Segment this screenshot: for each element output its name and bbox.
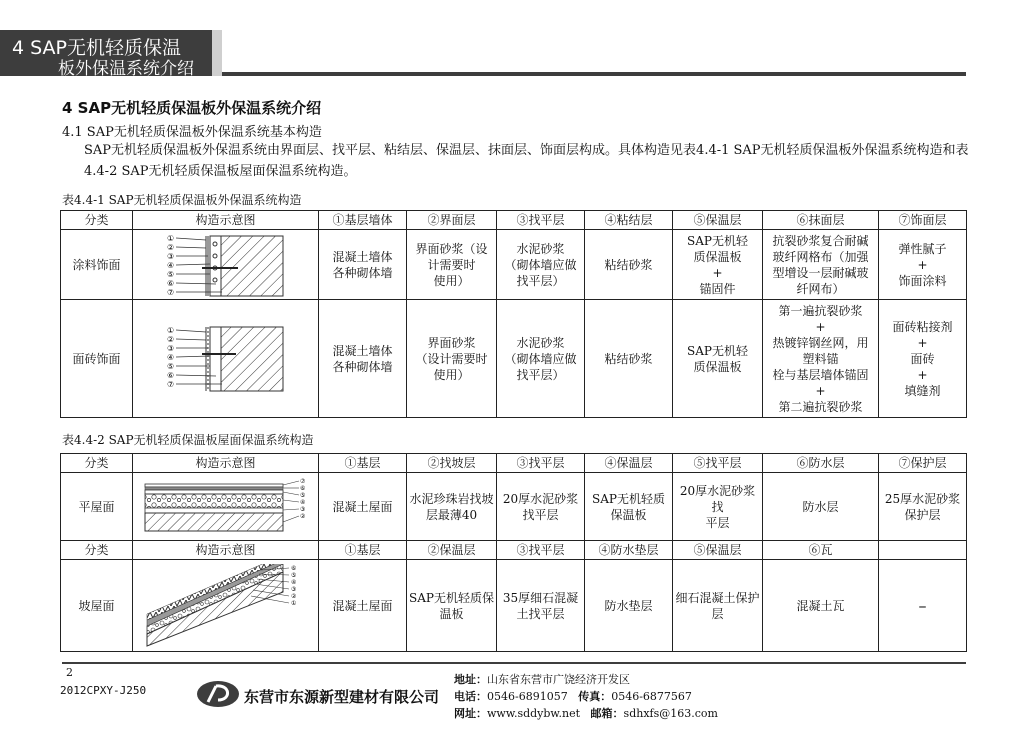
- table2-caption: 表4.4-2 SAP无机轻质保温板屋面保温系统构造: [62, 433, 314, 447]
- plaster-layer-cell: 抗裂砂浆复合耐碱 玻纤网格布（加强 型增设一层耐碱玻 纤网布）: [763, 230, 879, 300]
- fax-value: 0546-6877567: [611, 690, 692, 703]
- phone-label: 电话：: [454, 690, 487, 703]
- table-row: [61, 300, 967, 418]
- diagram-label: ②: [290, 592, 296, 600]
- finish-layer-cell: 面砖粘接剂 + 面砖 + 填缝剂: [879, 300, 967, 418]
- table1-header: ②界面层: [407, 211, 497, 230]
- email-value[interactable]: sdhxfs@163.com: [623, 707, 718, 720]
- address-line: [454, 671, 718, 688]
- interface-layer-cell: 界面砂浆（设 计需要时 使用）: [407, 230, 497, 300]
- intro-paragraph: SAP无机轻质保温板外保温系统由界面层、找平层、粘结层、保温层、抹面层、饰面层构成。具体构造见表4.4-1 SAP无机轻质保温板外保温系统构造和表4.4-2 SAP无机轻质保温板屋面保温系统构造。: [84, 143, 969, 179]
- section-title: 4 SAP无机轻质保温板外保温系统介绍: [62, 99, 322, 117]
- table2-header: ⑥瓦: [763, 541, 879, 560]
- table2-header-row: [61, 454, 967, 473]
- diagram-label: ⑤: [290, 571, 296, 579]
- table2-header: ①基层: [319, 541, 407, 560]
- diagram-label: ⑥: [299, 484, 305, 492]
- table2-header: ④保温层: [585, 454, 673, 473]
- table2-header: ②保温层: [407, 541, 497, 560]
- table2-header: ⑤保温层: [673, 541, 763, 560]
- row-category: 坡屋面: [61, 560, 133, 652]
- table1-header: 分类: [61, 211, 133, 230]
- diagram-label: ②: [299, 512, 305, 520]
- diagram-label: ④: [166, 352, 174, 362]
- phone-value: 0546-6891057: [487, 690, 568, 703]
- table2-header: ①基层: [319, 454, 407, 473]
- row-category: 涂料饰面: [61, 230, 133, 300]
- table2-header: 分类: [61, 454, 133, 473]
- diagram-label: ④: [290, 578, 296, 586]
- leveling-layer-cell: 水泥砂浆 （砌体墙应做 找平层）: [497, 230, 585, 300]
- web-label: 网址：: [454, 707, 487, 720]
- table-row: [61, 230, 967, 300]
- table2-header: ②找坡层: [407, 454, 497, 473]
- sloped-roof-diagram: [141, 564, 311, 648]
- base-cell: 混凝土屋面: [319, 473, 407, 541]
- protective-layer-cell: 细石混凝土保护 层: [673, 560, 763, 652]
- diagram-label: ⑤: [166, 361, 174, 371]
- table-row: [61, 560, 967, 652]
- web-value[interactable]: www.sddybw.net: [487, 707, 581, 720]
- table1-header-row: [61, 211, 967, 230]
- table2-header-row-2: [61, 541, 967, 560]
- diagram-label: ③: [166, 251, 174, 261]
- insulation-layer-cell: SAP无机轻质 保温板: [585, 473, 673, 541]
- chapter-banner-line2: 板外保温系统介绍: [58, 59, 194, 79]
- diagram-label: ⑥: [166, 278, 174, 288]
- tile-wall-diagram: [166, 324, 286, 394]
- finish-layer-cell: 弹性腻子 + 饰面涂料: [879, 230, 967, 300]
- phone-line: [454, 688, 718, 705]
- diagram-label: ①: [290, 599, 296, 607]
- table2-header: ③找平层: [497, 541, 585, 560]
- bonding-layer-cell: 粘结砂浆: [585, 230, 673, 300]
- diagram-label: ⑤: [166, 269, 174, 279]
- leveling-layer-cell: 20厚水泥砂浆 找平层: [497, 473, 585, 541]
- table2-header: ④防水垫层: [585, 541, 673, 560]
- banner-tab: [212, 30, 222, 76]
- leveling-layer-cell: 20厚水泥砂浆找 平层: [673, 473, 763, 541]
- row-category: 平屋面: [61, 473, 133, 541]
- contact-block: [454, 671, 718, 722]
- diagram-label: ④: [166, 260, 174, 270]
- table1-header: ④粘结层: [585, 211, 673, 230]
- diagram-label: ②: [166, 334, 174, 344]
- waterproof-layer-cell: 防水层: [763, 473, 879, 541]
- diagram-label: ①: [166, 325, 174, 335]
- diagram-cell: [133, 560, 319, 652]
- flat-roof-diagram: [141, 478, 311, 536]
- diagram-cell: [133, 473, 319, 541]
- table2-header: ⑥防水层: [763, 454, 879, 473]
- insulation-layer-cell: SAP无机轻 质保温板 + 锚固件: [673, 230, 763, 300]
- table1-header: ⑦饰面层: [879, 211, 967, 230]
- chapter-banner-line1: 4 SAP无机轻质保温: [12, 37, 181, 59]
- table2-header: 分类: [61, 541, 133, 560]
- diagram-label: ③: [290, 585, 296, 593]
- interface-layer-cell: 界面砂浆 （设计需要时 使用）: [407, 300, 497, 418]
- fax-label: 传真：: [578, 690, 612, 703]
- bonding-layer-cell: 粘结砂浆: [585, 300, 673, 418]
- insulation-layer-cell: SAP无机轻 质保温板: [673, 300, 763, 418]
- diagram-label: ②: [166, 242, 174, 252]
- slope-layer-cell: 水泥珍珠岩找坡 层最薄40: [407, 473, 497, 541]
- subsection-title: 4.1 SAP无机轻质保温板外保温系统基本构造: [62, 125, 322, 140]
- waterproof-underlay-cell: 防水垫层: [585, 560, 673, 652]
- table2-header: [879, 541, 967, 560]
- address-value: 山东省东营市广饶经济开发区: [487, 673, 630, 686]
- table2-header: ⑤找平层: [673, 454, 763, 473]
- table2-header: 构造示意图: [133, 541, 319, 560]
- diagram-label: ⑥: [290, 564, 296, 572]
- insulation-layer-cell: SAP无机轻质保 温板: [407, 560, 497, 652]
- diagram-label: ⑥: [166, 370, 174, 380]
- table1-header: ①基层墙体: [319, 211, 407, 230]
- address-label: 地址：: [454, 673, 487, 686]
- company-name: 东营市东源新型建材有限公司: [244, 688, 440, 706]
- tile-cell: 混凝土瓦: [763, 560, 879, 652]
- base-cell: 混凝土屋面: [319, 560, 407, 652]
- leveling-layer-cell: 水泥砂浆 （砌体墙应做 找平层）: [497, 300, 585, 418]
- diagram-cell: [133, 300, 319, 418]
- table1-header: ⑥抹面层: [763, 211, 879, 230]
- table1-header: ③找平层: [497, 211, 585, 230]
- coating-wall-diagram: [166, 232, 286, 298]
- chapter-banner: [0, 30, 212, 79]
- diagram-label: ③: [299, 505, 305, 513]
- diagram-cell: [133, 230, 319, 300]
- table2-header: ⑦保护层: [879, 454, 967, 473]
- diagram-label: ⑦: [166, 379, 174, 389]
- document-code: 2012CPXY-J250: [60, 684, 147, 697]
- footer-rule: [62, 662, 966, 664]
- table2-header: 构造示意图: [133, 454, 319, 473]
- table1-header: 构造示意图: [133, 211, 319, 230]
- company-logo-icon: [196, 680, 240, 708]
- email-label: 邮箱：: [590, 707, 624, 720]
- diagram-label: ⑤: [299, 491, 305, 499]
- diagram-label: ⑦: [166, 287, 174, 297]
- plaster-layer-cell: 第一遍抗裂砂浆 + 热镀锌钢丝网，用 塑料锚 栓与基层墙体锚固 + 第二遍抗裂砂浆: [763, 300, 879, 418]
- empty-cell: –: [879, 560, 967, 652]
- base-wall-cell: 混凝土墙体 各种砌体墙: [319, 300, 407, 418]
- web-line: [454, 705, 718, 722]
- diagram-label: ④: [299, 498, 305, 506]
- table2-header: ③找平层: [497, 454, 585, 473]
- diagram-label: ⑦: [299, 477, 305, 485]
- base-wall-cell: 混凝土墙体 各种砌体墙: [319, 230, 407, 300]
- protective-layer-cell: 25厚水泥砂浆 保护层: [879, 473, 967, 541]
- leveling-layer-cell: 35厚细石混凝 土找平层: [497, 560, 585, 652]
- header-rule: [222, 72, 966, 76]
- row-category: 面砖饰面: [61, 300, 133, 418]
- diagram-label: ③: [166, 343, 174, 353]
- wall-system-table: [60, 210, 967, 418]
- page-number: 2: [66, 666, 73, 679]
- diagram-label: ①: [166, 233, 174, 243]
- roof-system-table: [60, 453, 967, 652]
- table-row: [61, 473, 967, 541]
- table1-header: ⑤保温层: [673, 211, 763, 230]
- table1-caption: 表4.4-1 SAP无机轻质保温板外保温系统构造: [62, 193, 302, 207]
